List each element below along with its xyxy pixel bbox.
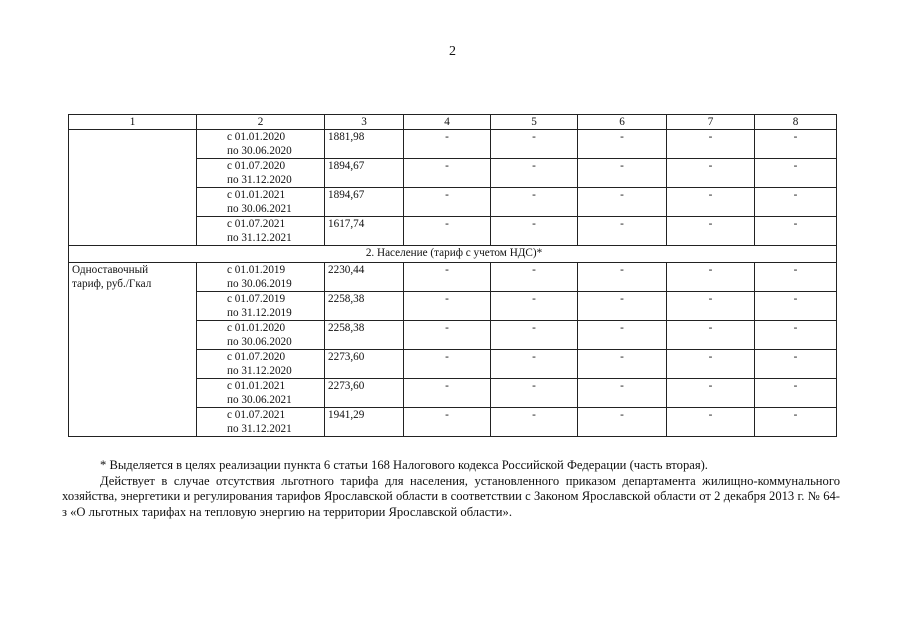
page-number: 2 bbox=[449, 44, 456, 59]
tariff-value-cell: 2230,44 bbox=[325, 263, 404, 292]
dash-cell: - bbox=[404, 217, 491, 246]
period-cell bbox=[197, 263, 325, 292]
note-paragraph: Действует в случае отсутствия льготного тарифа для населения, установленного приказом департамента жилищно-коммунального хозяйства, энергетики и регулирования тарифов Ярославской области в соответствии с Законом Ярославской области от 2 декабря 2013 г. № 64-з «О льготных тарифах на тепловую энергию на территории Ярославской области». bbox=[62, 473, 840, 519]
dash-cell: - bbox=[755, 408, 837, 437]
tariff-value-cell: 1941,29 bbox=[325, 408, 404, 437]
dash-cell: - bbox=[755, 130, 837, 159]
dash-cell: - bbox=[755, 263, 837, 292]
dash-cell: - bbox=[667, 379, 755, 408]
dash-cell: - bbox=[667, 321, 755, 350]
row-label-cell-empty bbox=[69, 130, 197, 246]
period-to: по 31.12.2020 bbox=[227, 174, 292, 186]
table-row bbox=[69, 263, 837, 292]
dash-cell: - bbox=[491, 188, 578, 217]
dash-cell: - bbox=[404, 130, 491, 159]
period-to: по 31.12.2021 bbox=[227, 232, 292, 244]
header-cell: 1 bbox=[69, 115, 197, 130]
header-cell: 4 bbox=[404, 115, 491, 130]
dash-cell: - bbox=[667, 188, 755, 217]
tariff-value-cell: 2273,60 bbox=[325, 379, 404, 408]
dash-cell: - bbox=[667, 159, 755, 188]
period-to: по 30.06.2020 bbox=[227, 336, 292, 348]
period-cell bbox=[197, 159, 325, 188]
period-cell bbox=[197, 292, 325, 321]
period-to: по 31.12.2020 bbox=[227, 365, 292, 377]
dash-cell: - bbox=[755, 379, 837, 408]
dash-cell: - bbox=[491, 379, 578, 408]
dash-cell: - bbox=[491, 130, 578, 159]
dash-cell: - bbox=[755, 188, 837, 217]
header-cell: 6 bbox=[578, 115, 667, 130]
dash-cell: - bbox=[755, 292, 837, 321]
row-label-line: Одноставочный bbox=[72, 264, 149, 276]
period-to: по 30.06.2021 bbox=[227, 394, 292, 406]
dash-cell: - bbox=[404, 292, 491, 321]
dash-cell: - bbox=[491, 321, 578, 350]
period-to: по 30.06.2020 bbox=[227, 145, 292, 157]
period-from: с 01.01.2021 bbox=[227, 189, 286, 201]
tariff-value-cell: 1894,67 bbox=[325, 159, 404, 188]
dash-cell: - bbox=[491, 292, 578, 321]
row-label-cell bbox=[69, 263, 197, 437]
period-from: с 01.01.2019 bbox=[227, 264, 286, 276]
header-cell: 5 bbox=[491, 115, 578, 130]
dash-cell: - bbox=[578, 188, 667, 217]
dash-cell: - bbox=[404, 379, 491, 408]
dash-cell: - bbox=[578, 350, 667, 379]
dash-cell: - bbox=[404, 159, 491, 188]
period-cell bbox=[197, 130, 325, 159]
dash-cell: - bbox=[491, 350, 578, 379]
period-from: с 01.07.2021 bbox=[227, 409, 286, 421]
dash-cell: - bbox=[491, 263, 578, 292]
tariff-value-cell: 2258,38 bbox=[325, 292, 404, 321]
dash-cell: - bbox=[404, 188, 491, 217]
table-header-row bbox=[69, 115, 837, 130]
section-title: 2. Население (тариф с учетом НДС)* bbox=[69, 246, 837, 263]
dash-cell: - bbox=[578, 159, 667, 188]
period-cell bbox=[197, 350, 325, 379]
header-cell: 2 bbox=[197, 115, 325, 130]
dash-cell: - bbox=[667, 130, 755, 159]
dash-cell: - bbox=[578, 292, 667, 321]
period-to: по 30.06.2019 bbox=[227, 278, 292, 290]
period-from: с 01.07.2020 bbox=[227, 160, 286, 172]
dash-cell: - bbox=[404, 408, 491, 437]
row-label-line: тариф, руб./Гкал bbox=[72, 278, 152, 290]
footnote-vat: * Выделяется в целях реализации пункта 6 статьи 168 Налогового кодекса Российской Федерации (часть вторая). bbox=[100, 458, 708, 472]
dash-cell: - bbox=[404, 263, 491, 292]
dash-cell: - bbox=[578, 130, 667, 159]
period-cell bbox=[197, 217, 325, 246]
dash-cell: - bbox=[667, 292, 755, 321]
period-from: с 01.01.2021 bbox=[227, 380, 286, 392]
dash-cell: - bbox=[578, 217, 667, 246]
dash-cell: - bbox=[755, 217, 837, 246]
tariff-value-cell: 1617,74 bbox=[325, 217, 404, 246]
period-from: с 01.07.2019 bbox=[227, 293, 286, 305]
period-from: с 01.07.2021 bbox=[227, 218, 286, 230]
tariff-value-cell: 2273,60 bbox=[325, 350, 404, 379]
tariff-table bbox=[68, 114, 837, 437]
dash-cell: - bbox=[755, 350, 837, 379]
period-from: с 01.07.2020 bbox=[227, 351, 286, 363]
section-row bbox=[69, 246, 837, 263]
dash-cell: - bbox=[491, 159, 578, 188]
tariff-value-cell: 1894,67 bbox=[325, 188, 404, 217]
dash-cell: - bbox=[755, 159, 837, 188]
tariff-value-cell: 2258,38 bbox=[325, 321, 404, 350]
header-cell: 8 bbox=[755, 115, 837, 130]
dash-cell: - bbox=[404, 321, 491, 350]
dash-cell: - bbox=[667, 408, 755, 437]
period-cell bbox=[197, 379, 325, 408]
period-to: по 30.06.2021 bbox=[227, 203, 292, 215]
period-cell bbox=[197, 321, 325, 350]
period-to: по 31.12.2021 bbox=[227, 423, 292, 435]
dash-cell: - bbox=[667, 263, 755, 292]
period-to: по 31.12.2019 bbox=[227, 307, 292, 319]
period-from: с 01.01.2020 bbox=[227, 322, 286, 334]
dash-cell: - bbox=[404, 350, 491, 379]
dash-cell: - bbox=[667, 350, 755, 379]
table-body bbox=[69, 115, 837, 437]
period-cell bbox=[197, 188, 325, 217]
tariff-value-cell: 1881,98 bbox=[325, 130, 404, 159]
period-from: с 01.01.2020 bbox=[227, 131, 286, 143]
dash-cell: - bbox=[578, 408, 667, 437]
period-cell bbox=[197, 408, 325, 437]
dash-cell: - bbox=[491, 217, 578, 246]
table-row bbox=[69, 130, 837, 159]
dash-cell: - bbox=[578, 321, 667, 350]
dash-cell: - bbox=[578, 379, 667, 408]
notes bbox=[62, 458, 840, 520]
dash-cell: - bbox=[491, 408, 578, 437]
dash-cell: - bbox=[755, 321, 837, 350]
header-cell: 7 bbox=[667, 115, 755, 130]
header-cell: 3 bbox=[325, 115, 404, 130]
dash-cell: - bbox=[667, 217, 755, 246]
dash-cell: - bbox=[578, 263, 667, 292]
